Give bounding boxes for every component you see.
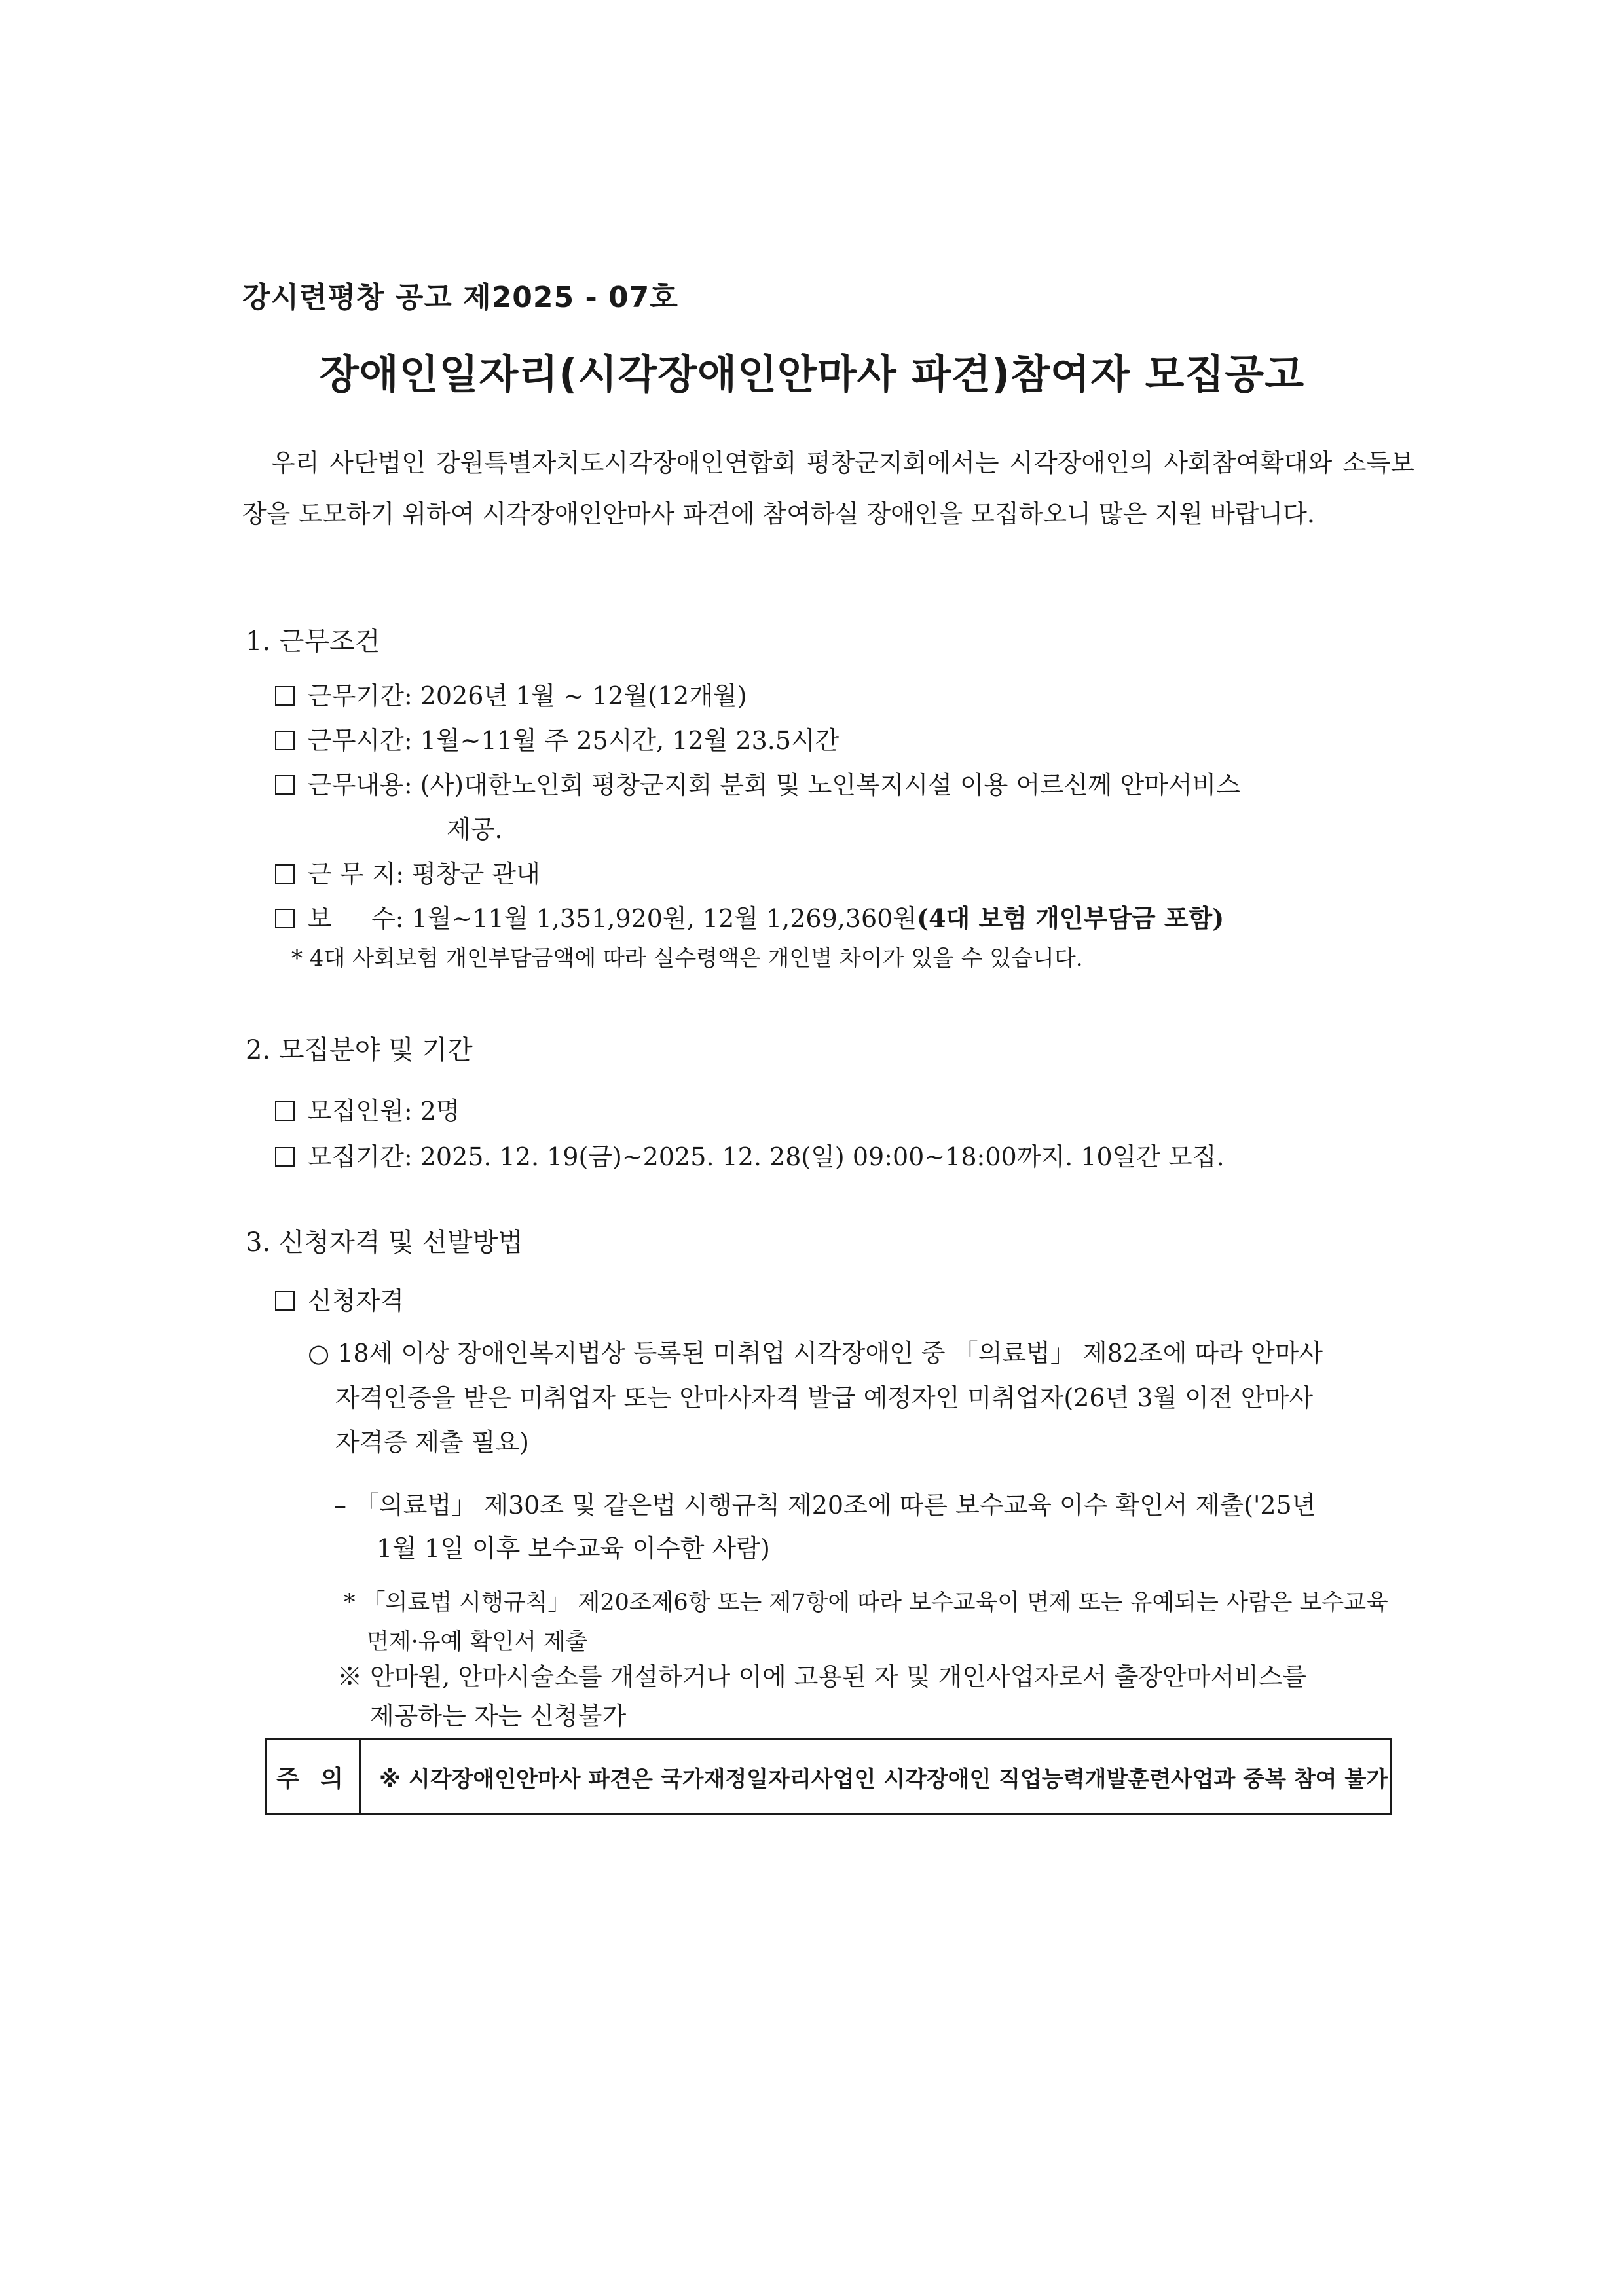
exclusion-line-2: 제공하는 자는 신청불가	[370, 1702, 627, 1730]
qualification-line-1: ○ 18세 이상 장애인복지법상 등록된 미취업 시각장애인 중 「의료법」 제82조에 따라 안마사	[308, 1339, 1323, 1368]
checkbox-icon	[275, 909, 295, 928]
item-label: 보 수:	[308, 904, 404, 933]
work-period-item	[275, 676, 747, 712]
caution-box	[265, 1738, 1392, 1815]
checkbox-icon	[275, 1291, 295, 1311]
recruit-count-item	[275, 1091, 460, 1127]
item-label: 근 무 지:	[308, 860, 405, 888]
exclusion-line-1: ※ 안마원, 안마시술소를 개설하거나 이에 고용된 자 및 개인사업자로서 출장안마서비스를	[337, 1662, 1307, 1691]
caution-text: ※ 시각장애인안마사 파견은 국가재정일자리사업인 시각장애인 직업능력개발훈련사업과 중복 참여 불가	[379, 1766, 1388, 1793]
item-value: 2026년 1월 ~ 12월(12개월)	[420, 682, 747, 710]
checkbox-icon	[275, 775, 295, 795]
work-content-item	[275, 765, 1240, 801]
item-value: 1월~11월 주 25시간, 12월 23.5시간	[420, 726, 840, 755]
item-label: 모집인원:	[308, 1097, 413, 1125]
section3-heading: 3. 신청자격 및 선발방법	[246, 1228, 524, 1258]
item-label: 근무내용:	[308, 771, 413, 799]
item-value: (사)대한노인회 평창군지회 분회 및 노인복지시설 이용 어르신께 안마서비스	[420, 771, 1240, 799]
checkbox-icon	[275, 686, 295, 706]
checkbox-icon	[275, 731, 295, 750]
qualification-line-2: 자격인증을 받은 미취업자 또는 안마사자격 발급 예정자인 미취업자(26년 3월 이전 안마사	[335, 1383, 1313, 1412]
pay-item	[275, 898, 1224, 934]
qualification-line-3: 자격증 제출 필요)	[335, 1428, 529, 1457]
item-label: 모집기간:	[308, 1142, 413, 1171]
recruit-period-item	[275, 1137, 1225, 1173]
qualification-subheading	[275, 1281, 404, 1317]
caution-label: 주 의	[267, 1740, 361, 1813]
item-label: 근무시간:	[308, 726, 413, 755]
section1-heading: 1. 근무조건	[246, 627, 380, 657]
work-location-item	[275, 854, 540, 890]
checkbox-icon	[275, 1147, 295, 1167]
item-value: 1월~11월 1,351,920원, 12월 1,269,360원	[411, 904, 917, 933]
intro-text: 우리 사단법인 강원특별자치도시각장애인연합회 평창군지회에서는 시각장애인의 사회참여확대와 소득보장을 도모하기 위하여 시각장애인안마사 파견에 참여하실 장애인을 모집하오니 많은 지원 바랍니다.	[242, 448, 1414, 528]
item-value: 2명	[420, 1097, 460, 1125]
checkbox-icon	[275, 1101, 295, 1121]
item-label: 근무기간:	[308, 682, 413, 710]
exemption-line-2: 면제·유예 확인서 제출	[367, 1629, 588, 1655]
work-hours-item	[275, 720, 839, 756]
work-content-continuation: 제공.	[447, 815, 503, 844]
insurance-note: * 4대 사회보험 개인부담금액에 따라 실수령액은 개인별 차이가 있을 수 있습니다.	[291, 945, 1083, 972]
notice-number: 강시련평창 공고 제2025 - 07호	[242, 281, 678, 314]
intro-paragraph	[242, 437, 1414, 539]
section2-heading: 2. 모집분야 및 기간	[246, 1035, 473, 1065]
page-title: 장애인일자리(시각장애인안마사 파견)참여자 모집공고	[319, 350, 1305, 398]
item-value: 평창군 관내	[412, 860, 540, 888]
item-value-bold: (4대 보험 개인부담금 포함)	[917, 903, 1225, 933]
training-line-2: 1월 1일 이후 보수교육 이수한 사람)	[377, 1534, 770, 1563]
subheading-text: 신청자격	[308, 1286, 404, 1315]
exemption-line-1: * 「의료법 시행규칙」 제20조제6항 또는 제7항에 따라 보수교육이 면제 또는 유예되는 사람은 보수교육	[344, 1590, 1388, 1616]
training-line-1: – 「의료법」 제30조 및 같은법 시행규칙 제20조에 따른 보수교육 이수 확인서 제출('25년	[334, 1491, 1316, 1520]
checkbox-icon	[275, 864, 295, 884]
item-value: 2025. 12. 19(금)~2025. 12. 28(일) 09:00~18:00까지. 10일간 모집.	[420, 1142, 1225, 1171]
